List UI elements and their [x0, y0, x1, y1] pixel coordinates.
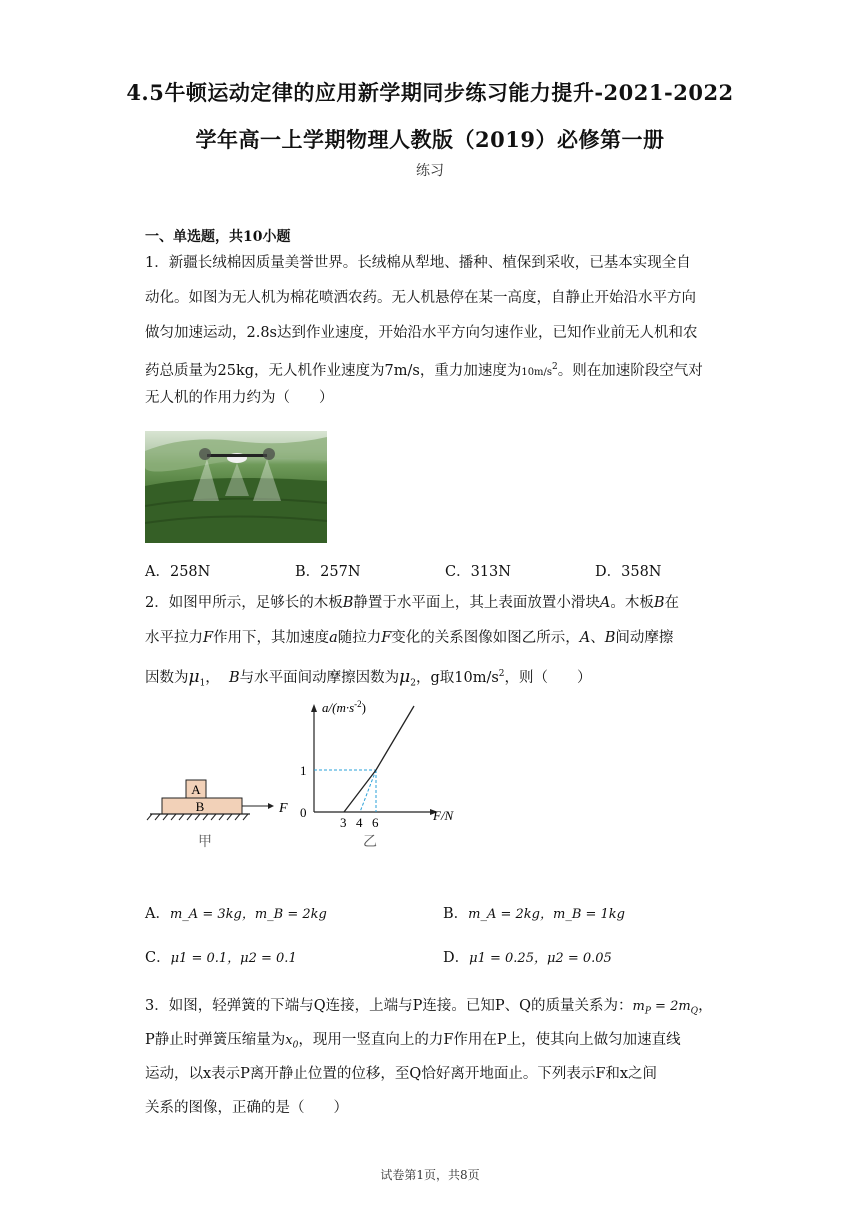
q1-line-4-tail: 。则在加速阶段空气对: [557, 362, 703, 379]
q2-mu1: μ: [188, 666, 200, 687]
q2-l3e: ，则（ ）: [504, 669, 592, 686]
q2-l1b: 静置于水平面上，其上表面放置小滑块: [353, 595, 600, 611]
q2-option-d: D．μ1 = 0.25，μ2 = 0.05: [443, 950, 612, 966]
q3-line-4: 关系的图像，正确的是（ ）: [145, 1100, 348, 1116]
figure-yi: [290, 696, 480, 856]
q2-var-accel: a: [329, 630, 338, 646]
q2-sq: 2: [498, 669, 505, 679]
q2-option-a: A．m_A = 3kg，m_B = 2kg: [145, 906, 327, 922]
q1-line-1: 1．新疆长绒棉因质量美誉世界。长绒棉从犁地、播种、植保到采收，已基本实现全自: [145, 255, 691, 271]
q2-mu1-sub: 1: [199, 678, 206, 689]
q2-option-c: C．μ1 = 0.1，μ2 = 0.1: [145, 950, 297, 966]
label-force: F: [279, 801, 288, 816]
q2-mu2: μ: [399, 666, 411, 687]
graph-segment-1: [344, 770, 376, 812]
q1-line-2: 动化。如图为无人机为棉花喷洒农药。无人机悬停在某一高度，自静止开始沿水平方向: [145, 290, 696, 306]
page-footer: 试卷第1页，共8页: [380, 1168, 480, 1182]
q2-l3d: ，g取10m/s: [415, 669, 499, 686]
tick-4: 4: [356, 815, 363, 830]
q3-l2b: ，现用一竖直向上的力F作用在P上，使其向上做匀加速直线: [298, 1032, 681, 1048]
q1-line-4: [145, 357, 703, 383]
q3-l1: 3．如图，轻弹簧的下端与Q连接，上端与P连接。已知P、Q的质量关系为：: [145, 998, 633, 1014]
q2-var-f2: F: [381, 630, 392, 646]
tick-1: 1: [300, 763, 307, 778]
q3-mass-relation: $m_P = 2m_Q$: [632, 999, 699, 1017]
ground-hatch: [147, 814, 248, 820]
q2-line-3: [145, 664, 592, 694]
label-jia: 甲: [198, 834, 212, 850]
q2-l1d: 在: [664, 595, 680, 611]
tick-6: 6: [372, 815, 379, 830]
y-axis-arrow: [311, 704, 317, 712]
graph-segment-2: [376, 706, 414, 770]
g-exp: 2: [552, 362, 558, 372]
q3-x0: $x_0$: [285, 1033, 299, 1051]
q2-l2f: 间动摩擦: [615, 630, 674, 646]
guide-extension: [360, 770, 376, 812]
q1-line-4-text: 药总质量为25kg，无人机作业速度为7m/s，重力加速度为: [145, 362, 522, 379]
q2-line-1: [145, 593, 679, 613]
q2-mu2-sub: 2: [410, 678, 416, 689]
q1-option-d: D．358N: [595, 564, 662, 580]
title-line-1: 4.5牛顿运动定律的应用新学期同步练习能力提升-2021-2022: [126, 80, 734, 105]
tick-3: 3: [340, 815, 347, 830]
q2-l3a: 因数为: [145, 669, 189, 686]
q1-option-a: A．258N: [145, 564, 211, 580]
q3-line-1: 3．如图，轻弹簧的下端与Q连接，上端与P连接。已知P、Q的质量关系为：$m_P = 2m_Q$，: [145, 998, 713, 1017]
force-arrowhead: [268, 803, 274, 809]
q1-option-c: C．313N: [445, 564, 511, 580]
q2-l2b: 作用下，其加速度: [213, 630, 330, 646]
q2-l2a: 水平拉力: [145, 630, 203, 646]
label-yi: 乙: [363, 834, 377, 850]
label-block-a: A: [191, 782, 201, 797]
q2-var-b2: B: [653, 595, 665, 611]
subtitle: 练习: [416, 163, 444, 179]
label-block-b: B: [195, 799, 205, 814]
q2-var-b: B: [342, 595, 354, 611]
q2-l2c: 随拉力: [337, 630, 382, 646]
q3-line-3: 运动，以x表示P离开静止位置的位移，至Q恰好离开地面止。下列表示F和x之间: [145, 1066, 658, 1082]
q2-l1a: 2．如图甲所示，足够长的木板: [145, 595, 343, 611]
q3-line-2: [145, 1030, 681, 1056]
q2-option-b: B．m_A = 2kg，m_B = 1kg: [443, 906, 626, 922]
y-axis-label: $a/(m\cdot s^{-2})$: [322, 699, 366, 715]
q2-l2d: 变化的关系图像如图乙所示，: [391, 630, 580, 646]
q1-option-b: B．257N: [295, 564, 361, 580]
q2-var-b3: B: [604, 630, 616, 646]
q2-l3c: 与水平面间动摩擦因数为: [239, 669, 400, 686]
drone-photo: [145, 431, 327, 543]
section-heading: 一、单选题，共10小题: [145, 229, 291, 245]
figure-jia: [140, 760, 300, 860]
q2-line-2: [145, 628, 673, 648]
q2-var-f: F: [203, 630, 214, 646]
q1-line-5: 无人机的作用力约为（ ）: [145, 390, 334, 406]
q1-line-3: 做匀加速运动，2.8s达到作业速度，开始沿水平方向匀速作业，已知作业前无人机和农: [145, 325, 698, 341]
q2-var-a: A: [599, 595, 611, 611]
title-line-2: 学年高一上学期物理人教版（2019）必修第一册: [195, 127, 665, 152]
g-value: 10m/s: [521, 366, 553, 378]
tick-0: 0: [300, 805, 307, 820]
q2-l1c: 。木板: [610, 595, 654, 611]
q2-l3b: ，: [205, 669, 220, 686]
q2-var-b4: B: [229, 669, 240, 686]
q2-var-a2: A: [579, 630, 591, 646]
q2-l2e: 、: [590, 630, 605, 646]
x-axis-label: F/N: [433, 808, 454, 823]
q3-l2a: P静止时弹簧压缩量为: [145, 1032, 286, 1048]
